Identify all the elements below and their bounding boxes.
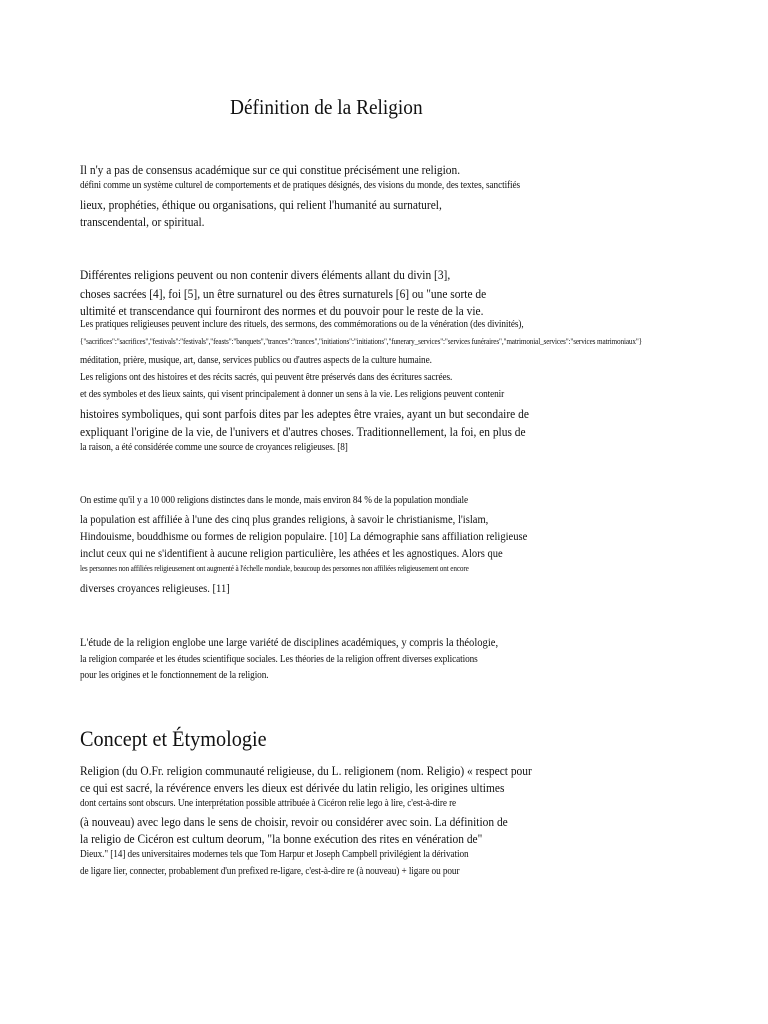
text-line: ce qui est sacré, la révérence envers les dieux est dérivée du latin religio, les origines ultimes [80,780,505,795]
text-line: L'étude de la religion englobe une large variété de disciplines académiques, y compris la théologie, [80,635,499,649]
text-line: et des symboles et des lieux saints, qui visent principalement à donner un sens à la vie. Les religions peuvent contenir [80,389,505,400]
text-line: la population est affiliée à l'une des cinq plus grandes religions, à savoir le christianisme, l'islam, [80,512,489,526]
text-line: Dieux." [14] des universitaires modernes tels que Tom Harpur et Joseph Campbell privilégient la dérivation [80,849,469,860]
text-line: la raison, a été considérée comme une source de croyances religieuses. [8] [80,442,348,453]
text-line: lieux, prophéties, éthique ou organisations, qui relient l'humanité au surnaturel, [80,197,442,212]
text-line: méditation, prière, musique, art, danse, services publics ou d'autres aspects de la culture humaine. [80,355,432,366]
text-line: inclut ceux qui ne s'identifient à aucune religion particulière, les athées et les agnostiques. Alors que [80,546,503,560]
text-line: On estime qu'il y a 10 000 religions distinctes dans le monde, mais environ 84 % de la population mondiale [80,495,469,506]
text-line: ultimité et transcendance qui fourniront des normes et du pouvoir pour le reste de la vie. [80,303,484,318]
text-line: Les pratiques religieuses peuvent inclure des rituels, des sermons, des commémorations ou de la vénération (des divinités), [80,319,524,330]
text-line: pour les origines et le fonctionnement de la religion. [80,670,269,681]
text-line: Les religions ont des histoires et des récits sacrés, qui peuvent être préservés dans des écritures sacrées. [80,372,453,383]
page-title: Définition de la Religion [230,95,423,119]
text-line: Il n'y a pas de consensus académique sur ce qui constitue précisément une religion. [80,162,461,177]
text-line: histoires symboliques, qui sont parfois dites par les adeptes être vraies, ayant un but secondaire de [80,406,529,421]
text-line: {"sacrifices":"sacrifices","festivals":"festivals","feasts":"banquets","trances":"trances","initiations":"initiations","funerary_services":"services funéraires","matrimonial_services":"services matrimoniaux"} [80,337,642,346]
text-line: les personnes non affiliées religieusement ont augmenté à l'échelle mondiale, beaucoup des personnes non affiliées religieusement ont encore [80,564,469,573]
text-line: (à nouveau) avec lego dans le sens de choisir, revoir ou considérer avec soin. La définition de [80,814,508,829]
text-line: défini comme un système culturel de comportements et de pratiques désignés, des visions du monde, des textes, sanctifiés [80,180,521,191]
text-line: transcendental, or spiritual. [80,214,205,229]
text-line: Religion (du O.Fr. religion communauté religieuse, du L. religionem (nom. Religio) « respect pour [80,763,532,778]
text-line: dont certains sont obscurs. Une interprétation possible attribuée à Cicéron relie lego à lire, c'est-à-dire re [80,798,457,809]
text-line: de ligare lier, connecter, probablement d'un prefixed re-ligare, c'est-à-dire re (à nouveau) + ligare ou pour [80,866,460,877]
text-line: diverses croyances religieuses. [11] [80,581,230,595]
section-heading: Concept et Étymologie [80,726,267,751]
text-line: expliquant l'origine de la vie, de l'univers et d'autres choses. Traditionnellement, la foi, en plus de [80,424,526,439]
text-line: choses sacrées [4], foi [5], un être surnaturel ou des êtres surnaturels [6] ou "une sorte de [80,286,487,301]
text-line: la religion comparée et les études scientifique sociales. Les théories de la religion offrent diverses explications [80,654,478,665]
text-line: Différentes religions peuvent ou non contenir divers éléments allant du divin [3], [80,267,451,282]
text-line: la religio de Cicéron est cultum deorum, "la bonne exécution des rites en vénération de" [80,831,483,846]
text-line: Hindouisme, bouddhisme ou formes de religion populaire. [10] La démographie sans affiliation religieuse [80,529,528,543]
